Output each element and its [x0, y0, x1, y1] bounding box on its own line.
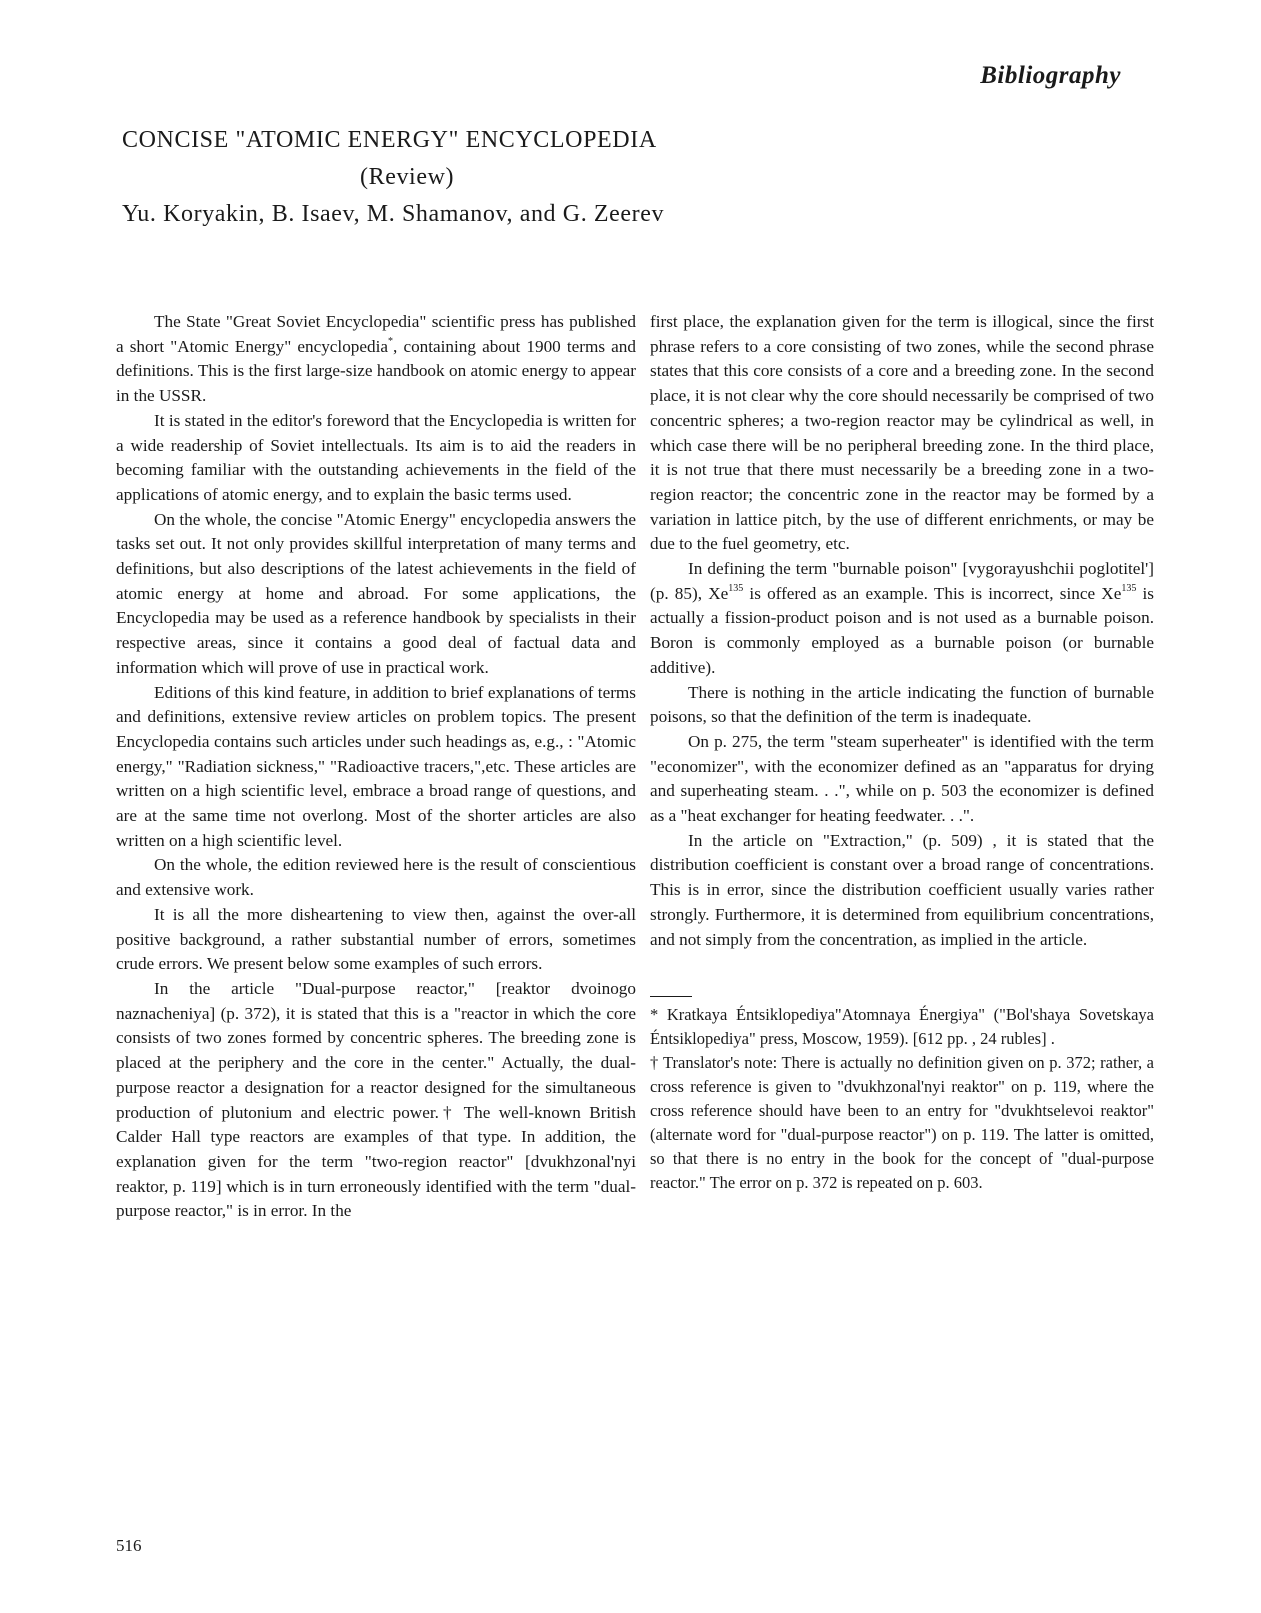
article-header [122, 122, 822, 233]
footnote-mark: * [388, 335, 394, 347]
paragraph: Editions of this kind feature, in addition to brief explanations of terms and definitions, extensive review articles on problem topics. The present Encyclopedia contains such articles under such headings as, e.g., : "Atomic energy," "Radiation sickness," "Radioactive tracers,",etc. These articles are written on a high scientific level, embrace a broad range of questions, and are at the same time not overlong. Most of the shorter articles are also written on a high scientific level. [116, 682, 636, 850]
footnote: * Kratkaya Éntsiklopediya"Atomnaya Énergiya" ("Bol'shaya Sovetskaya Éntsiklopediya" press, Moscow, 1959). [612 pp. , 24 rubles] . [650, 1005, 1154, 1049]
right-column [650, 310, 1154, 1195]
paragraph: In the article on "Extraction," (p. 509) , it is stated that the distribution coefficient is constant over a broad range of concentrations. This is in error, since the distribution coefficient usually varies rather strongly. Furthermore, it is determined from equilibrium concentrations, and not simply from the concentration, as implied in the article. [650, 830, 1154, 949]
section-label: Bibliography [980, 62, 1121, 89]
left-column [116, 310, 636, 1224]
paragraph: It is stated in the editor's foreword that the Encyclopedia is written for a wide readership of Soviet intellectuals. Its aim is to aid the readers in becoming familiar with the outstanding achievements in the field of the applications of atomic energy, and to explain the basic terms used. [116, 410, 636, 504]
superscript: 135 [1121, 582, 1137, 594]
footnote-mark: † [438, 1102, 456, 1122]
article-title: CONCISE "ATOMIC ENERGY" ENCYCLOPEDIA [122, 127, 657, 153]
paragraph: In defining the term "burnable poison" [vygorayushchii poglotitel'] (p. 85), Xe$^{135}$ is offered as an example. This is incorrect, since Xe$^{135}$ is actually a fission-product poison and is not used as a burnable poison. Boron is commonly employed as a burnable poison (or burnable additive). [650, 559, 1154, 677]
footnote-divider [650, 996, 692, 997]
paragraph: The State "Great Soviet Encyclopedia" scientific press has published a short "Atomic Energy" encyclopedia*, containing about 1900 terms and definitions. This is the first large-size handbook on atomic energy to appear in the USSR. [116, 312, 636, 406]
paragraph: first place, the explanation given for the term is illogical, since the first phrase refers to a core consisting of two zones, while the second phrase states that this core consists of a core and a breeding zone. In the second place, it is not clear why the core should necessarily be comprised of two concentric spheres; a two-region reactor may be cylindrical as well, in which case there will be no peripheral breeding zone. In the third place, it is not true that there must necessarily be a breeding zone in a two-region reactor; the concentric zone in the reactor may be formed by a variation in lattice pitch, by the use of different enrichments, or may be due to the fuel geometry, etc. [650, 312, 1154, 554]
footnotes [650, 1003, 1154, 1195]
paragraph: There is nothing in the article indicating the function of burnable poisons, so that the definition of the term is inadequate. [650, 682, 1154, 727]
paragraph: It is all the more disheartening to view then, against the over-all positive background, a rather substantial number of errors, sometimes crude errors. We present below some examples of such errors. [116, 904, 636, 974]
paragraph: In the article "Dual-purpose reactor," [reaktor dvoinogo naznacheniya] (p. 372), it is stated that this is a "reactor in which the core consists of two zones formed by concentric spheres. The breeding zone is placed at the periphery and the core in the center." Actually, the dual-purpose reactor a designation for a reactor designed for the simultaneous production of plutonium and electric power.† The well-known British Calder Hall type reactors are examples of that type. In addition, the explanation given for the term "two-region reactor" [dvukhzonal'nyi reaktor, p. 119] which is in turn erroneously identified with the term "dual-purpose reactor," is in error. In the [116, 978, 636, 1221]
article-authors: Yu. Koryakin, B. Isaev, M. Shamanov, and G. Zeerev [122, 201, 665, 227]
footnote: † Translator's note: There is actually no definition given on p. 372; rather, a cross reference is given to "dvukhzonal'nyi reaktor" on p. 119, where the cross reference should have been to an entry for "dvukhtselevoi reaktor" (alternate word for "dual-purpose reactor") on p. 119. The latter is omitted, so that there is no entry in the book for the concept of "dual-purpose reactor." The error on p. 372 is repeated on p. 603. [650, 1053, 1154, 1193]
page-number: 516 [116, 1536, 142, 1555]
paragraph: On the whole, the edition reviewed here is the result of conscientious and extensive work. [116, 855, 636, 900]
article-subtitle: (Review) [360, 164, 455, 190]
paragraph: On the whole, the concise "Atomic Energy" encyclopedia answers the tasks set out. It not only provides skillful interpretation of many terms and definitions, but also descriptions of the latest achievements in the field of atomic energy at home and abroad. For some applications, the Encyclopedia may be used as a reference handbook by specialists in their respective areas, since it contains a good deal of factual data and information which will prove of use in practical work. [116, 509, 636, 677]
paragraph: On p. 275, the term "steam superheater" is identified with the term "economizer", with the economizer defined as an "apparatus for drying and superheating steam. . .", while on p. 503 the economizer is defined as a "heat exchanger for heating feedwater. . .". [650, 731, 1154, 826]
superscript: 135 [728, 582, 744, 594]
